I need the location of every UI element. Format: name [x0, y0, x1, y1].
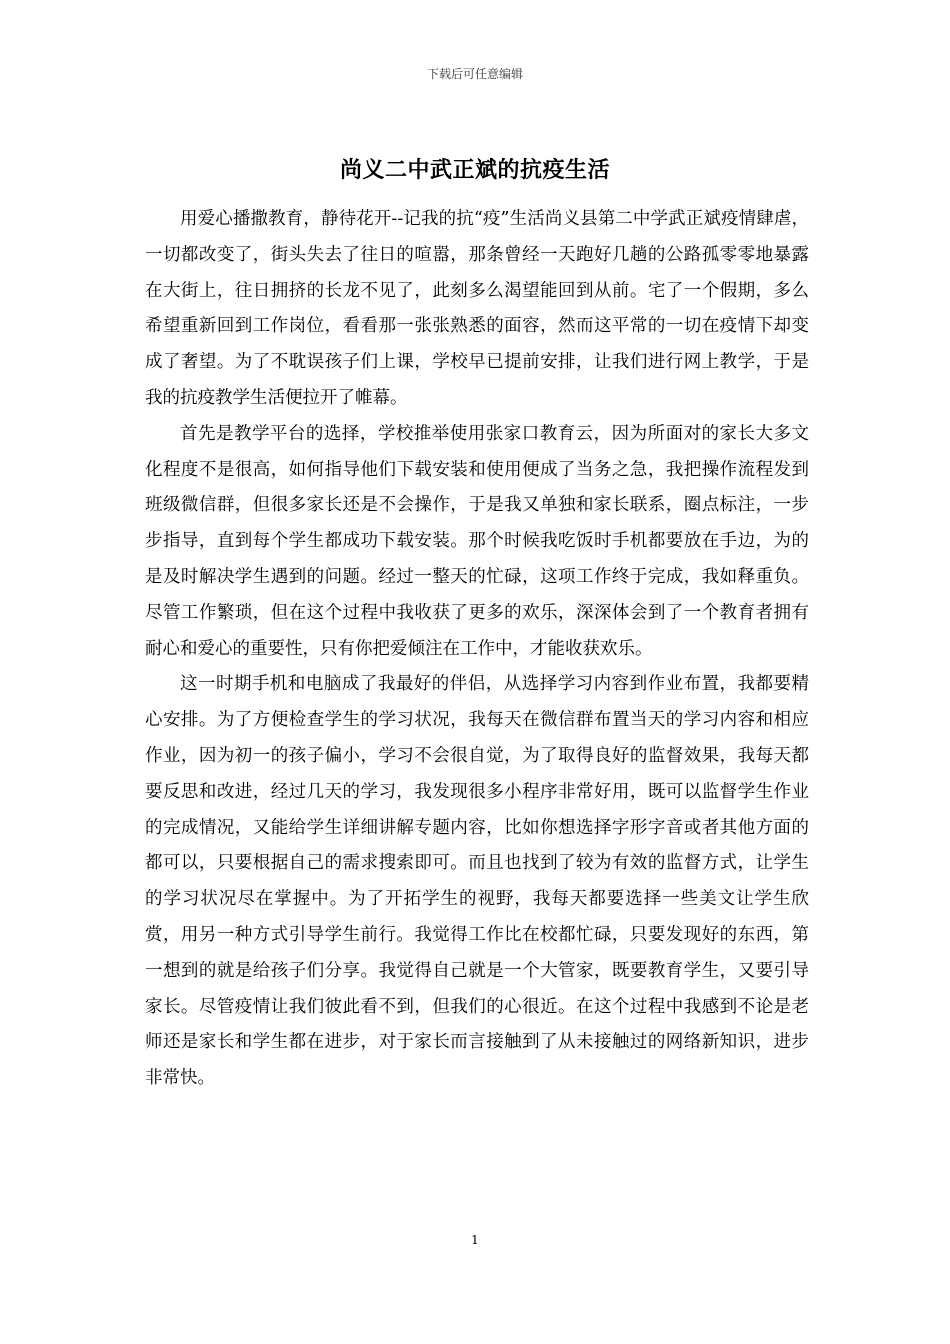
page-number: 1 [471, 1233, 479, 1247]
page-header-note: 下载后可任意编辑 [426, 67, 523, 81]
paragraph-3: 这一时期手机和电脑成了我最好的伴侣，从选择学习内容到作业布置，我都要精心安排。为了方便检查学生的学习状况，我每天在微信群布置当天的学习内容和相应作业，因为初一的孩子偏小，学习不会很自觉，为了取得良好的监督效果，我每天都要反思和改进，经过几天的学习，我发现很多小程序非常好用，既可以监督学生作业的完成情况，又能给学生详细讲解专题内容，比如你想选择字形字音或者其他方面的都可以，只要根据自己的需求搜索即可。而且也找到了较为有效的监督方式，让学生的学习状况尽在掌握中。为了开拓学生的视野，我每天都要选择一些美文让学生欣赏，用另一种方式引导学生前行。我觉得工作比在校都忙碌，只要发现好的东西，第一想到的就是给孩子们分享。我觉得自己就是一个大管家，既要教育学生，又要引导家长。尽管疫情让我们彼此看不到，但我们的心很近。在这个过程中我感到不论是老师还是家长和学生都在进步，对于家长而言接触到了从未接触过的网络新知识，进步非常快。 [145, 674, 809, 1089]
document-body [145, 202, 809, 1097]
paragraph-2: 首先是教学平台的选择，学校推举使用张家口教育云，因为所面对的家长大多文化程度不是很高，如何指导他们下载安装和使用便成了当务之急，我把操作流程发到班级微信群，但很多家长还是不会操作，于是我又单独和家长联系，圈点标注，一步步指导，直到每个学生都成功下载安装。那个时候我吃饭时手机都要放在手边，为的是及时解决学生遇到的问题。经过一整天的忙碌，这项工作终于完成，我如释重负。尽管工作繁琐，但在这个过程中我收获了更多的欢乐，深深体会到了一个教育者拥有耐心和爱心的重要性，只有你把爱倾注在工作中，才能收获欢乐。 [145, 423, 809, 659]
paragraph-1: 用爱心播撒教育，静待花开--记我的抗“疫”生活尚义县第二中学武正斌疫情肆虐，一切都改变了，街头失去了往日的喧嚣，那条曾经一天跑好几趟的公路孤零零地暴露在大街上，往日拥挤的长龙不见了，此刻多么渴望能回到从前。宅了一个假期，多么希望重新回到工作岗位，看看那一张张熟悉的面容，然而这平常的一切在疫情下却变成了奢望。为了不耽误孩子们上课，学校早已提前安排，让我们进行网上教学，于是我的抗疫教学生活便拉开了帷幕。 [145, 209, 809, 408]
document-title: 尚义二中武正斌的抗疫生活 [339, 157, 610, 183]
